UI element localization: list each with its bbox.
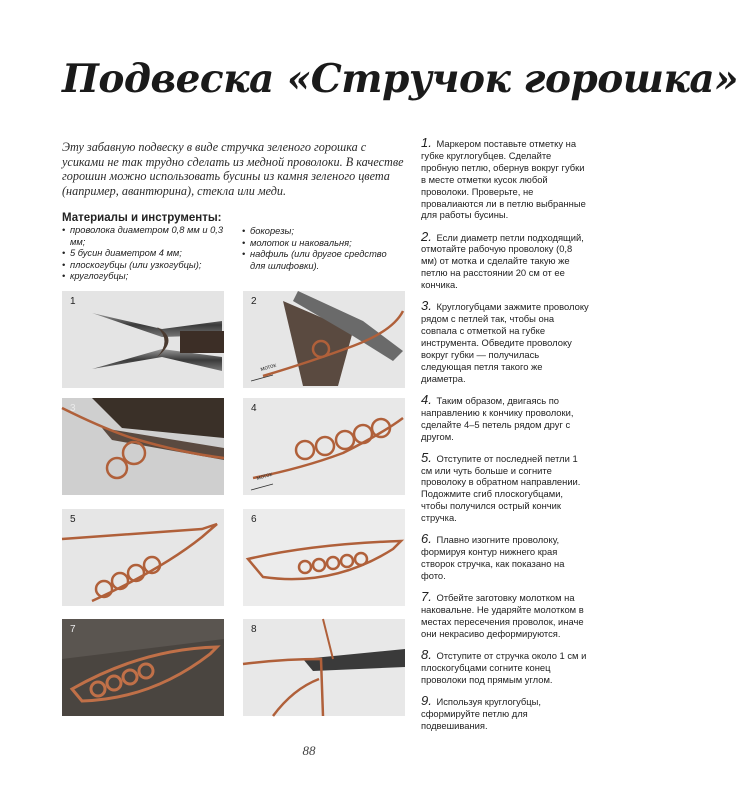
- materials-heading: Материалы и инструменты:: [62, 212, 222, 224]
- photo-number: 2: [251, 296, 257, 307]
- step-6: 6. Плавно изогните проволоку, формируя контур нижнего края створок стручка, как показано на фото.: [421, 531, 565, 581]
- step-3: 3. Круглогубцами зажмите проволоку рядом с петлей так, чтобы она совпала с отметкой на губке инструмента. Обведите проволоку вокруг губки — получилась следующая петля такого же диаметра.: [421, 298, 589, 384]
- photo-number: 4: [251, 403, 257, 414]
- spool-label: моток: [259, 362, 277, 373]
- photo-number: 3: [70, 403, 76, 414]
- step-photo-1: [62, 291, 224, 388]
- step-9: 9. Используя круглогубцы, сформируйте петлю для подвешивания.: [421, 692, 541, 731]
- step-photo-6: [243, 509, 405, 606]
- page-title: Подвеска «Стручок горошка»: [62, 56, 738, 102]
- step-photo-7: [62, 619, 224, 716]
- photo-number: 1: [70, 296, 76, 307]
- materials-item: • плоскогубцы (или узкогубцы);: [62, 260, 232, 272]
- step-photo-8: [243, 619, 405, 716]
- materials-list-left: [62, 225, 232, 283]
- materials-item: • проволока диаметром 0,8 мм и 0,3 мм;: [62, 225, 232, 248]
- step-5: 5. Отступите от последней петли 1 см или чуть больше и согните проволоку в обратном направлении. Подожмите сгиб плоскогубцами, чтобы получился острый кончик стручка.: [421, 449, 581, 524]
- step-8: 8. Отступите от стручка около 1 см и плоскогубцами согните конец проволоки под прямым углом.: [421, 646, 587, 685]
- instructions-column: [421, 137, 589, 741]
- photo-number: 7: [70, 624, 76, 635]
- intro-paragraph: Эту забавную подвеску в виде стручка зеленого горошка с усиками не так трудно сделать из медной проволоки. В качестве горошин можно использовать бусины из камня зеленого цвета (например, авантюрина), стекла или меди.: [62, 140, 404, 198]
- step-4: 4. Таким образом, двигаясь по направлению к кончику проволоки, сделайте 4–5 петель рядом друг с другом.: [421, 391, 574, 442]
- step-1: 1. Маркером поставьте отметку на губке круглогубцев. Сделайте пробную петлю, обернув вокруг губки в месте отметки кусок любой проволоки. Проверьте, не провалиаются ли в петлю выбранные для работы бусины.: [421, 135, 586, 221]
- step-photo-5: [62, 509, 224, 606]
- spool-label: моток: [255, 471, 273, 482]
- step-2: 2. Если диаметр петли подходящий, отмотайте рабочую проволоку (0,8 мм) от мотка и сделайте такую же петлю на расстоянии 20 см от ее кончика.: [421, 228, 584, 291]
- step-7: 7. Отбейте заготовку молотком на наковальне. Не ударяйте молотком в местах пересечения проволок, иначе они некрасиво деформируются.: [421, 589, 584, 639]
- photo-number: 5: [70, 514, 76, 525]
- materials-item: • бокорезы;: [242, 226, 402, 238]
- step-photo-4: [243, 398, 405, 495]
- photo-number: 8: [251, 624, 257, 635]
- materials-item: • круглогубцы;: [62, 271, 232, 283]
- materials-list-right: [242, 226, 402, 272]
- page-number: 88: [302, 743, 316, 758]
- photo-number: 6: [251, 514, 257, 525]
- step-photo-2: [243, 291, 405, 388]
- materials-item: • молоток и наковальня;: [242, 238, 402, 250]
- materials-item: • надфиль (или другое средство для шлифовки).: [242, 249, 402, 272]
- materials-item: • 5 бусин диаметром 4 мм;: [62, 248, 232, 260]
- step-photo-3: [62, 398, 224, 495]
